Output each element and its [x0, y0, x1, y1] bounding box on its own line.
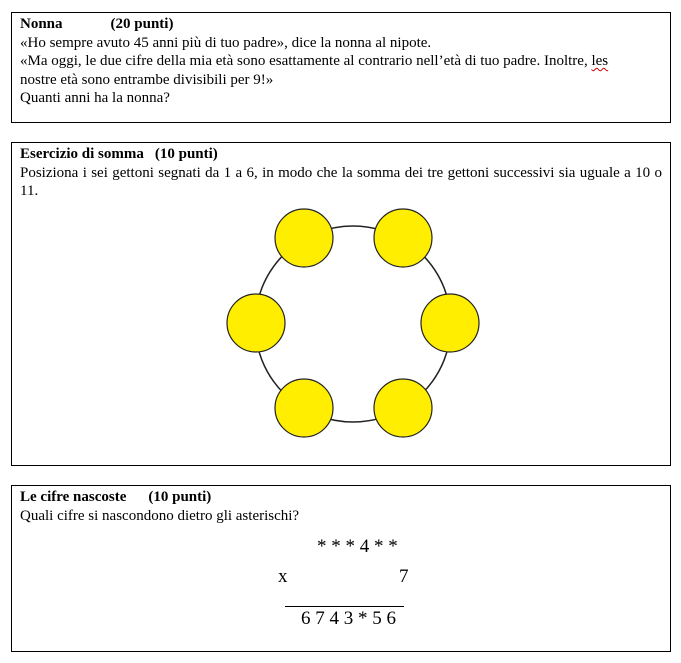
problem-cifre-heading	[20, 488, 662, 507]
problem-nonna-box	[11, 12, 671, 123]
spell-mark	[147, 148, 155, 158]
problem-somma-text: Posiziona i sei gettoni segnati da 1 a 6, in modo che la somma dei tre gettoni successivi sia uguale a 10 o 11.	[20, 164, 662, 199]
token-bottom-right[interactable]	[374, 379, 432, 437]
result-line	[285, 606, 404, 607]
multiplicand: * * * 4 * *	[317, 536, 398, 557]
spell-mark	[136, 491, 148, 501]
problem-nonna-question: Quanti anni ha la nonna?	[20, 90, 170, 106]
token-top-left[interactable]	[275, 209, 333, 267]
spell-mark	[63, 18, 111, 28]
multiply-operator: x	[278, 566, 288, 587]
problem-somma-heading	[20, 145, 662, 164]
multiplier: 7	[399, 566, 409, 587]
token-bottom-left[interactable]	[275, 379, 333, 437]
result: 6 7 4 3 * 5 6	[301, 608, 396, 629]
problem-somma-title: Esercizio di somma	[20, 146, 144, 162]
problem-nonna-line3: nostre età sono entrambe divisibili per 9!»	[20, 71, 274, 88]
problem-cifre-box	[11, 485, 671, 652]
problem-nonna-line2-text: «Ma oggi, le due cifre della mia età sono esattamente al contrario nell’età di tuo padre. Inoltre,	[20, 53, 592, 69]
problem-nonna-title: Nonna	[20, 16, 63, 32]
problem-cifre-points: (10 punti)	[148, 489, 212, 505]
problem-cifre-question: Quali cifre si nascondono dietro gli asterischi?	[20, 507, 300, 524]
problem-somma-box	[11, 142, 671, 466]
token-right[interactable]	[421, 294, 479, 352]
problem-nonna-line1: «Ho sempre avuto 45 anni più di tuo padre», dice la nonna al nipote.	[20, 34, 432, 51]
token-ring-diagram	[217, 205, 489, 445]
problem-nonna-typo: les	[591, 53, 609, 69]
problem-nonna-points: (20 punti)	[110, 16, 174, 32]
problem-nonna-heading	[20, 15, 662, 34]
problem-nonna-line2	[20, 52, 662, 71]
token-left[interactable]	[227, 294, 285, 352]
problem-somma-points: (10 punti)	[154, 146, 218, 162]
token-top-right[interactable]	[374, 209, 432, 267]
problem-cifre-title: Le cifre nascoste	[20, 489, 127, 505]
